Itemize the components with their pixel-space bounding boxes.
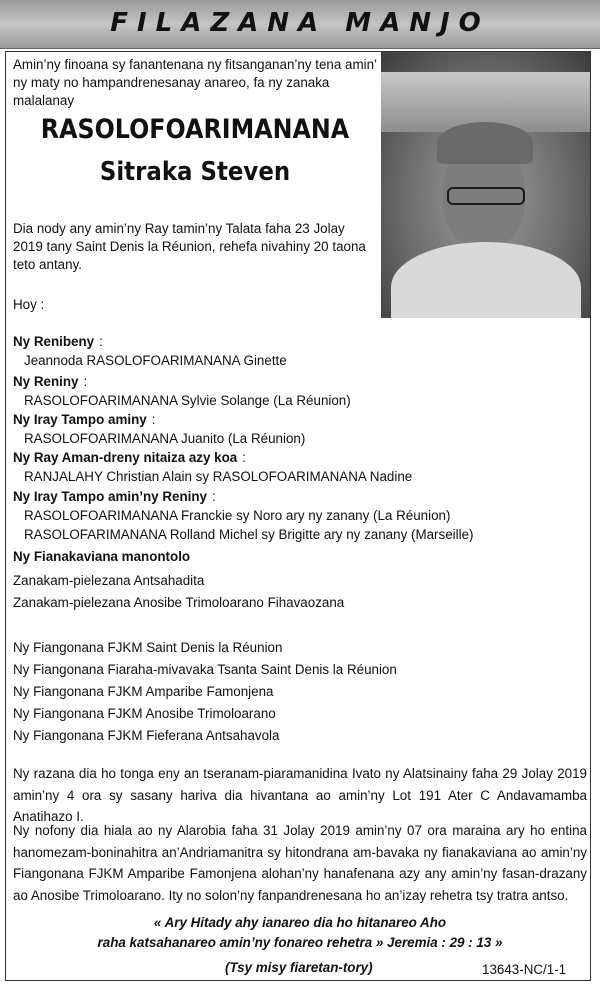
family-member: RASOLOFOARIMANANA Sylvie Solange (La Réunion) [24, 393, 351, 408]
intro-text: Amin’ny finoana sy fanantenana ny fitsanganan’ny tena amin’ ny maty no hampandrenesanay anareo, fa ny zanaka malalanay [13, 57, 377, 108]
church-line: Ny Fiangonana FJKM Saint Denis la Réunion [13, 640, 283, 655]
church-line: Ny Fiangonana FJKM Amparibe Famonjena [13, 684, 274, 699]
family-member: RASOLOFOARIMANANA Juanito (La Réunion) [24, 431, 306, 446]
notice-title: FILAZANA MANJO [110, 8, 490, 38]
church-line: Ny Fiangonana FJKM Fieferana Antsahavola [13, 728, 280, 743]
family-member: RANJALAHY Christian Alain sy RASOLOFOARIMANANA Nadine [24, 469, 413, 484]
scripture-quote-line2: raha katsahanareo amin’ny fonareo rehetra » Jeremia : 29 : 13 » [97, 935, 503, 950]
family-member: RASOLOFARIMANANA Rolland Michel sy Brigitte ary ny zanany (Marseille) [24, 527, 474, 542]
signoff-text: (Tsy misy fiaretan-tory) [225, 960, 373, 975]
church-line: Ny Fiangonana Fiaraha-mivavaka Tsanta Saint Denis la Réunion [13, 662, 397, 677]
extended-family-line: Zanakam-pielezana Antsahadita [13, 573, 205, 588]
family-label-grandmother: Ny Renibeny : [13, 334, 103, 349]
family-label-mother: Ny Reniny : [13, 374, 88, 389]
arrival-paragraph: Ny razana dia ho tonga eny an tseranam-piaramanidina Ivato ny Alatsinainy faha 29 Jolay 2019 amin’ny 4 ora sy sasany hariva dia hivantana ao amin’ny Lot 191 Ater C Andavamamba Anatihazo I. [13, 766, 587, 824]
funeral-paragraph: Ny nofony dia hiala ao ny Alarobia faha 31 Jolay 2019 amin’ny 07 ora maraina ary ho entina hanomezam-boninahitra an’Andriamanitra sy hitondrana am-bavaka ny fianakaviana ao amin’ny Fiangonana FJKM Amparibe Famonjena alohan’ny hanafenana azy any amin’ny fasan-drazany ao Anosibe Trimoloarano. Ity no solon’ny fanpandrenesana ho an’izay rehetra tsy tratra antso. [13, 823, 587, 903]
family-member: RASOLOFOARIMANANA Franckie sy Noro ary ny zanany (La Réunion) [24, 508, 451, 523]
extended-family-label: Ny Fianakaviana manontolo [13, 549, 191, 564]
family-label-mothers-siblings: Ny Iray Tampo amin’ny Reniny : [13, 489, 216, 504]
family-label-siblings: Ny Iray Tampo aminy : [13, 412, 156, 427]
deceased-surname: RASOLOFOARIMANANA [40, 114, 350, 145]
deceased-given-names: Sitraka Steven [99, 157, 291, 187]
extended-family-line: Zanakam-pielezana Anosibe Trimoloarano Fihavaozana [13, 595, 345, 610]
deceased-photo [381, 52, 590, 318]
death-notice-text: Dia nody any amin’ny Ray tamin’ny Talata faha 23 Jolay 2019 tany Saint Denis la Réunion, rehefa nivahiny 20 taona teto antany. [13, 221, 366, 272]
hoy-label: Hoy : [13, 297, 45, 312]
header-banner [0, 0, 600, 49]
scripture-quote-line1: « Ary Hitady ahy ianareo dia ho hitanareo Aho [153, 915, 447, 930]
church-line: Ny Fiangonana FJKM Anosibe Trimoloarano [13, 706, 276, 721]
family-member: Jeannoda RASOLOFOARIMANANA Ginette [24, 353, 287, 368]
family-label-guardians: Ny Ray Aman-dreny nitaiza azy koa : [13, 450, 246, 465]
reference-number: 13643-NC/1-1 [482, 962, 567, 977]
